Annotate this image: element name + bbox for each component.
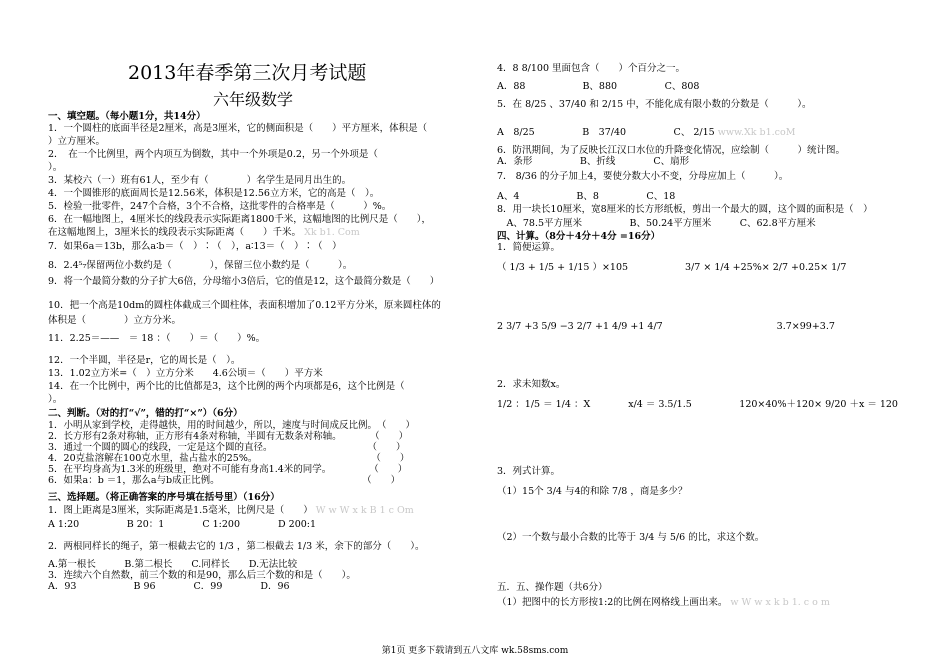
line-text: 5．检验一批零件，247个合格，3个不合格，这批零件的合格率是（ ）%。: [48, 201, 392, 212]
line-text: 2．长方形有2条对称轴，正方形有4条对称轴，半圆有无数条对称轴。 （ ）: [48, 431, 409, 442]
line-text: （1）15个 3/4 与4的和除 7/8 ，商是多少？: [497, 486, 688, 497]
question-line: [497, 400, 898, 411]
question-line: [48, 542, 424, 553]
line-text: 2． 在一个比例里，两个内项互为倒数，其中一个外项是0.2，另一个外项是（: [48, 149, 378, 160]
question-line: [497, 598, 830, 609]
line-text: ）立方厘米。: [48, 136, 106, 147]
question-line: [497, 487, 687, 498]
line-text: 8．2.4⁵₇保留两位小数约是（ ），保留三位小数约是（ ）。: [48, 260, 353, 271]
watermark-text: w W w x k b 1. c o m: [727, 597, 830, 608]
line-text: 14．在一个比例中，两个比的比值都是3，这个比例的两个内项都是6，这个比例是（: [48, 381, 405, 392]
line-text: 1．一个圆柱的底面半径是2厘米，高是3厘米，它的侧面积是（ ）平方厘米，体积是（: [48, 123, 428, 134]
question-line: [497, 243, 560, 254]
question-line: [48, 582, 290, 593]
line-text: 7．如果6a＝13b，那么a∶b＝（ ）∶（ ），a∶13＝（ ）∶（ ）: [48, 241, 342, 252]
question-line: [48, 520, 316, 531]
line-text: （2）一个数与最小合数的比等于 3/4 与 5/6 的比，求这个数。: [497, 532, 765, 543]
question-line: [48, 301, 441, 312]
question-line: [48, 137, 105, 148]
line-text: A、78.5平方厘米 B、50.24平方厘米 C、62.8平方厘米: [497, 218, 816, 229]
question-line: [48, 316, 181, 327]
question-line: [48, 369, 323, 380]
question-line: [497, 205, 873, 216]
question-line: [48, 163, 62, 174]
line-text: 五．五、操作题（共6分）: [497, 582, 608, 593]
line-text: 5．在平均身高为1.3米的班级里，绝对不可能有身高1.4米的同学。 （ ）: [48, 464, 408, 475]
question-line: [48, 228, 360, 239]
line-text: 8．用一块长10厘米，宽8厘米的长方形纸板，剪出一个最大的圆，这个圆的面积是（ ）: [497, 204, 873, 215]
question-line: [497, 82, 699, 93]
question-line: [48, 150, 378, 161]
line-text: 在这幅地图上，3厘米长的线段表示实际距离（ ）千米。: [48, 227, 302, 238]
watermark-text: W w W x k B 1 c Om: [312, 505, 414, 516]
page-footer: 第1页 更多下载请到五八文库 wk.58sms.com: [381, 646, 569, 656]
line-text: 二、判断。（对的打“√”，错的打“×”）（6分）: [48, 408, 243, 419]
question-line: [497, 172, 788, 183]
line-text: A．93 B 96 C．99 D．96: [48, 581, 290, 592]
question-line: [497, 380, 565, 391]
question-line: [497, 100, 811, 111]
question-line: [497, 64, 685, 75]
line-text: A 8/25 B 37/40 C、 2/15: [497, 127, 715, 138]
line-text: （ 1/3 + 1/5 + 1/15 ）×105 3/7 × 1/4 +25%× 2/7 +0.25× 1/7: [497, 262, 847, 273]
question-line: [48, 189, 379, 200]
line-text: 10．把一个高是10dm的圆柱体截成三个圆柱体，表面积增加了0.12平方分米，原来圆柱体的: [48, 300, 441, 311]
line-text: 6．如果a：b ＝1，那么a与b成正比例。 （ ）: [48, 475, 401, 486]
watermark-text: www.Xk b1.coM: [714, 127, 796, 138]
question-line: [48, 277, 439, 288]
line-text: 1．图上距离是3厘米，实际距离是1.5毫米，比例尺是（ ）: [48, 505, 313, 516]
question-line: [497, 219, 816, 230]
line-text: ）。: [48, 394, 63, 405]
question-line: [497, 533, 764, 544]
line-text: 三、选择题。（将正确答案的序号填在括号里）（16分）: [48, 492, 280, 503]
question-line: [497, 263, 846, 274]
line-text: 6．在一幅地图上，4厘米长的线段表示实际距离1800千米，这幅地图的比例尺是（ ），: [48, 214, 432, 225]
line-text: 9．将一个最简分数的分子扩大6倍，分母缩小3倍后，它的值是12，这个最简分数是（ ）: [48, 276, 440, 287]
line-text: 1/2 ：1/5 ＝ 1/4 ：X x/4 ＝ 3.5/1.5 120×40%＋120× 9/20 ＋x ＝ 120: [497, 399, 898, 410]
section-heading: [48, 493, 280, 504]
question-line: [497, 128, 795, 139]
line-text: A.第一根长 B.第二根长 C.同样长 D.无法比较: [48, 559, 298, 570]
line-text: 11．2.25＝—— ＝ 18 ：（ ）＝（ ）%。: [48, 333, 266, 344]
line-text: 1．简便运算。: [497, 242, 561, 253]
question-line: [48, 261, 352, 272]
question-line: [48, 395, 62, 406]
question-line: [497, 192, 675, 203]
question-line: [497, 322, 835, 333]
line-text: 3．通过一个圆的圆心的线段，一定是这个圆的直径。 （ ）: [48, 442, 406, 453]
line-text: ）。: [48, 162, 63, 173]
line-text: 1．小明从家到学校，走得越快，用的时间越少，所以，速度与时间成反比例。 （ ）: [48, 420, 416, 431]
line-text: A．条形 B、折线 C、扇形: [497, 156, 690, 167]
question-line: [48, 124, 427, 135]
line-text: 2．两根同样长的绳子，第一根截去它的 1/3 ，第二根截去 1/3 米，余下的部分（ ）。: [48, 541, 425, 552]
question-line: [497, 467, 560, 478]
line-text: 7． 8/36 的分子加上4，要使分数大小不变，分母应加上（ ）。: [497, 171, 789, 182]
line-text: 3．连续六个自然数，前三个数的和是90，那么后三个数的和是（ ）。: [48, 570, 356, 581]
section-heading: [48, 112, 206, 123]
line-text: 4．8 8/100 里面包含（ ）个百分之一。: [497, 63, 686, 74]
section-heading: [48, 409, 243, 420]
question-line: [48, 334, 265, 345]
line-text: 2 3/7 +3 5/9 −3 2/7 +1 4/9 +1 4/7 3.7×99+3.7: [497, 321, 835, 332]
line-text: 5．在 8/25 、37/40 和 2/15 中，不能化成有限小数的分数是（ ）。: [497, 99, 812, 110]
line-text: （1）把图中的长方形按1:2的比例在网格线上画出来。: [497, 597, 728, 608]
line-text: 3．列式计算。: [497, 466, 561, 477]
line-text: 体积是（ ）立方分米。: [48, 315, 182, 326]
line-text: 13．1.02立方米=（ ）立方分米 4.6公顷＝（ ）平方米: [48, 368, 323, 379]
line-text: 12．一个半圆，半径是r，它的周长是（ ）。: [48, 355, 241, 366]
watermark-text: Xk b1. Com: [301, 227, 360, 238]
question-line: [48, 202, 391, 213]
line-text: A、4 B、8 C、18: [497, 191, 676, 202]
line-text: 6．防汛期间，为了反映长江汉口水位的升降变化情况，应绘制（ ）统计图。: [497, 145, 846, 156]
line-text: A 1:20 B 20：1 C 1:200 D 200:1: [48, 519, 317, 530]
question-line: [48, 476, 400, 487]
question-line: [497, 157, 689, 168]
question-line: [48, 382, 405, 393]
line-text: 四、计算。（8分＋4分＋4分 =16分）: [497, 231, 661, 242]
question-line: [48, 506, 414, 517]
question-line: [48, 242, 342, 253]
line-text: 一、填空题。（每小题1分，共14分）: [48, 111, 206, 122]
line-text: 2．求未知数x。: [497, 379, 566, 390]
question-line: [48, 356, 240, 367]
question-line: [497, 583, 608, 594]
question-line: [48, 176, 351, 187]
page-subtitle: 六年级数学: [213, 90, 294, 109]
line-text: 3．某校六（一）班有61人，至少有（ ）名学生是同月出生的。: [48, 175, 352, 186]
line-text: 4．20克盐溶解在100克水里，盐占盐水的25%。 （ ）: [48, 453, 410, 464]
page-title: 2013年春季第三次月考试题: [128, 62, 367, 84]
line-text: 4．一个圆锥形的底面周长是12.56米，体积是12.56立方米，它的高是（ ）。: [48, 188, 380, 199]
line-text: A．88 B、880 C、808: [497, 81, 700, 92]
question-line: [48, 215, 431, 226]
